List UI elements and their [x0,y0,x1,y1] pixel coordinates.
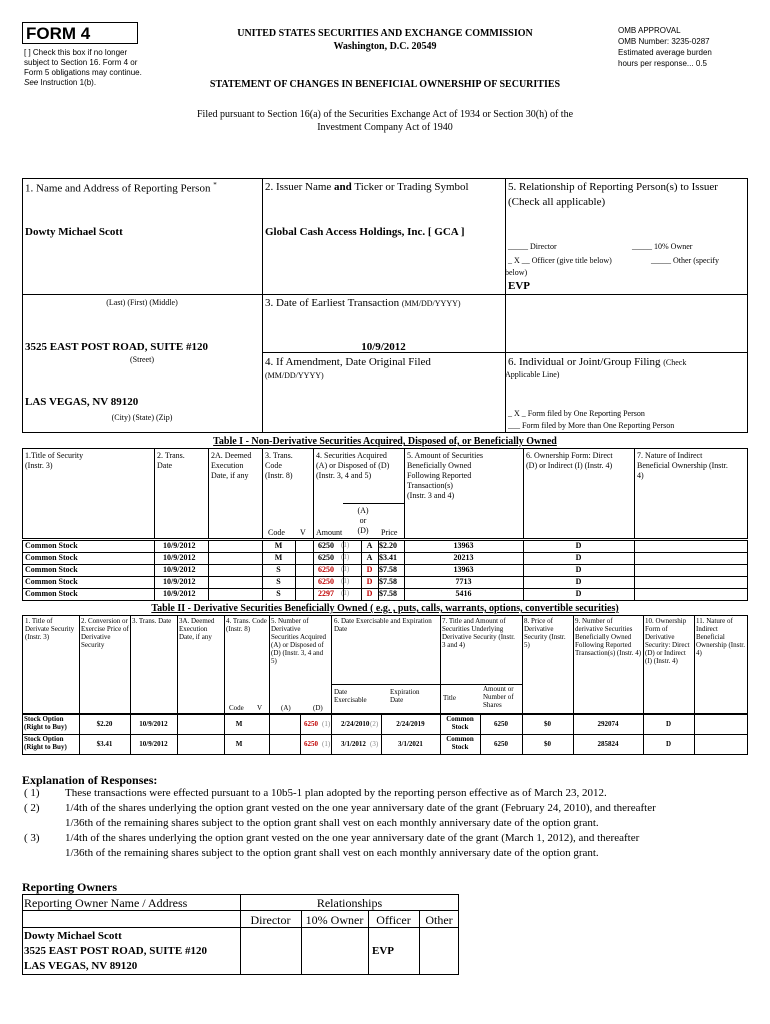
t1-sub-amount: Amount [316,528,343,537]
table1-title: Table I - Non-Derivative Securities Acquired, Disposed of, or Beneficially Owned [213,436,557,447]
explanation-title: Explanation of Responses: [22,773,158,787]
cell-amount: 2297 [318,589,334,598]
earliest-transaction-label: 3. Date of Earliest Transaction (MM/DD/YYYY) [265,297,461,309]
t2-sub-v: V [257,704,263,712]
t2-h2: 2. Conversion or Exercise Price of Derivative Security [81,617,129,649]
explanation-number: ( 2) [24,802,40,814]
rel-ten-percent: _____ 10% Owner [632,242,693,251]
reporting-person-city: LAS VEGAS, NV 89120 [25,396,139,408]
cell-footnote: (1) [322,740,331,748]
cell-code: S [276,589,281,598]
t2-h3: 3. Trans. Date [132,617,172,625]
cell-price: $7.58 [379,565,397,574]
owner-addr2: LAS VEGAS, NV 89120 [24,960,138,972]
t2-h4: 4. Trans. Code (Instr. 8) [226,617,267,633]
filed-pursuant-line2: Investment Company Act of 1940 [317,122,453,133]
form-title: FORM 4 [26,24,91,43]
cell-title: Common Stock [25,541,78,550]
cell-code: M [274,541,283,550]
cell-underlying-title: Common Stock [446,715,474,731]
t1-h2: 2. Trans. Date [157,451,185,470]
cell-amount: 6250 [318,577,334,586]
relationship-label: 5. Relationship of Reporting Person(s) to Issuer [508,181,718,193]
t2-h6: 6. Date Exercisable and Expiration Date [334,617,432,633]
issuer-value: Global Cash Access Holdings, Inc. [ GCA ] [265,226,465,238]
t2-h9: 9. Number of derivative Securities Beneficially Owned Following Reported Transaction(s) (Instr. 4) [575,617,642,657]
cell-date: 10/9/2012 [163,589,196,598]
t2-h5: 5. Number of Derivative Securities Acquired (A) or Disposed of (D) (Instr. 3, 4 and 5) [271,617,327,665]
cell-expiration: 2/24/2019 [396,720,425,728]
cell-aord: D [366,589,373,598]
t1-sub-price: Price [381,528,398,537]
cell-owned: 7713 [455,577,472,586]
explanation-number: ( 3) [24,832,40,844]
omb-burden: Estimated average burden [618,48,712,57]
cell-price: $2.20 [379,541,397,550]
t2-h7: 7. Title and Amount of Securities Underlying Derivative Security (Instr. 3 and 4) [442,617,515,649]
cell-form: D [575,589,582,598]
table2-title: Table II - Derivative Securities Beneficially Owned ( e.g. , puts, calls, warrants, options, convertible securities) [151,603,619,614]
cell-date: 10/9/2012 [163,553,196,562]
t1-sub-v: V [300,528,306,537]
owner-addr1: 3525 EAST POST ROAD, SUITE #120 [24,945,207,957]
agency-location: Washington, D.C. 20549 [333,41,437,52]
cell-footnote: (2) [370,720,379,728]
cell-exercisable: 2/24/2010 [341,720,370,728]
cell-title: Common Stock [25,553,78,562]
t2-sub-a: (A) [281,704,291,712]
joint-filing-applicable: Applicable Line) [505,370,560,379]
filed-pursuant-line1: Filed pursuant to Section 16(a) of the Securities Exchange Act of 1934 or Section 30(h) of the [196,109,574,120]
city-caption: (City) (State) (Zip) [111,413,173,422]
cell-code: S [276,577,281,586]
owner-name: Dowty Michael Scott [24,930,122,942]
t2-h11: 11. Nature of Indirect Beneficial Ownership (Instr. 4) [696,617,745,657]
cell-underlying-amount: 6250 [494,720,508,728]
cell-title: Stock Option (Right to Buy) [24,715,67,731]
cell-footnote: (1) [341,589,350,597]
rel-title: EVP [508,280,530,292]
t1-h1: 1.Title of Security (Instr. 3) [25,451,84,470]
rel-below: below) [505,268,528,277]
cell-underlying-amount: 6250 [494,740,508,748]
joint-filing-label: 6. Individual or Joint/Group Filing (Check [508,356,687,368]
cell-footnote: (1) [341,541,350,549]
owners-col-other: Other [425,913,453,927]
t1-h3: 3. Trans. Code (Instr. 8) [265,451,293,480]
explanation-text: 1/4th of the shares underlying the option grant vested on the one year anniversary date of the grant (February 24, 2010), and thereafter [65,802,656,814]
cell-date: 10/9/2012 [139,740,168,748]
cell-form: D [575,541,582,550]
cell-code: M [235,720,243,728]
reporting-person-name: Dowty Michael Scott [25,226,123,238]
cell-expiration: 3/1/2021 [398,740,423,748]
owners-col-ten: 10% Owner [305,913,364,927]
cell-title: Stock Option (Right to Buy) [24,735,67,751]
rel-officer: _ X __ Officer (give title below) [508,256,612,265]
cell-footnote: (1) [341,577,350,585]
cell-amount: 6250 [318,553,334,562]
t2-h8: 8. Price of Derivative Security (Instr. 5) [524,617,566,649]
t1-h2a: 2A. Deemed Execution Date, if any [211,451,252,480]
cell-date: 10/9/2012 [163,541,196,550]
cell-form: D [665,720,672,728]
cell-price: $2.20 [96,720,113,728]
street-caption: (Street) [130,355,154,364]
omb-number: OMB Number: 3235-0287 [618,37,710,46]
explanation-text: 1/4th of the shares underlying the option grant vested on the one year anniversary date of the grant (March 1, 2012), and thereafter [65,832,640,844]
rel-other: _____ Other (specify [651,256,719,265]
cell-price: $3.41 [96,740,113,748]
cell-date: 10/9/2012 [163,565,196,574]
t1-sub-code: Code [268,528,285,537]
cell-disposed: 6250 [304,720,318,728]
earliest-transaction-value: 10/9/2012 [361,341,406,353]
t1-h4: 4. Securities Acquired (A) or Disposed of (D) (Instr. 3, 4 and 5) [316,451,390,480]
cell-owned: 13963 [453,565,474,574]
cell-date: 10/9/2012 [163,577,196,586]
cell-title: Common Stock [25,589,78,598]
cell-title: Common Stock [25,577,78,586]
cell-aord: D [366,577,373,586]
t2-h3a: 3A. Deemed Execution Date, if any [179,617,215,641]
issuer-label: 2. Issuer Name and Ticker or Trading Symbol [265,181,469,193]
cell-owned: 5416 [455,589,472,598]
name-caption: (Last) (First) (Middle) [106,298,178,307]
cell-aord: D [366,565,373,574]
cell-owned: 20213 [453,553,474,562]
t2-sub-exp: Expiration Date [390,688,420,704]
statement-title: STATEMENT OF CHANGES IN BENEFICIAL OWNERSHIP OF SECURITIES [209,79,561,90]
form-more-person: ___ Form filed by More than One Reporting Person [508,421,675,430]
omb-approval: OMB APPROVAL [618,26,681,35]
cell-amount: 6250 [318,565,334,574]
cell-form: D [575,565,582,574]
owners-col-officer: Officer [376,913,411,927]
t1-h6: 6. Ownership Form: Direct (D) or Indirect (I) (Instr. 4) [526,451,613,470]
explanation-text: These transactions were effected pursuant to a 10b5-1 plan adopted by the reporting person effective as of March 23, 2012. [65,787,607,799]
cell-amount: 6250 [318,541,334,550]
explanation-number: ( 1) [24,787,40,799]
cell-title: Common Stock [25,565,78,574]
t1-h7: 7. Nature of Indirect Beneficial Ownership (Instr. 4) [637,451,728,480]
cell-deriv-price: $0 [544,740,551,748]
cell-price: $7.58 [379,577,397,586]
t2-h1: 1. Title of Derivate Security (Instr. 3) [25,617,75,641]
t2-sub-amount: Amount or Number of Shares [483,685,514,709]
owners-col-name: Reporting Owner Name / Address [24,896,188,910]
cell-code: S [276,565,281,574]
t2-sub-code: Code [229,704,244,712]
reporting-person-label: 1. Name and Address of Reporting Person * [25,181,217,195]
cell-date: 10/9/2012 [139,720,168,728]
cell-price: $7.58 [379,589,397,598]
t2-sub-d: (D) [313,704,323,712]
cell-footnote: (3) [370,740,379,748]
cell-owned: 292074 [597,720,619,728]
rel-director: _____ Director [508,242,557,251]
omb-hours: hours per response... 0.5 [618,59,707,68]
t2-sub-title: Title [443,694,456,702]
cell-deriv-price: $0 [544,720,551,728]
cell-form: D [665,740,672,748]
cell-code: M [274,553,283,562]
owners-col-relationships: Relationships [316,896,383,910]
reporting-person-street: 3525 EAST POST ROAD, SUITE #120 [25,341,208,353]
amendment-fmt: (MM/DD/YYYY) [265,371,324,380]
form-one-person: _ X _ Form filed by One Reporting Person [508,409,645,418]
cell-form: D [575,577,582,586]
explanation-text: 1/36th of the remaining shares subject to the option grant shall vest on each monthly anniversary date of the option grant. [65,817,599,829]
owners-col-director: Director [250,913,291,927]
cell-footnote: (1) [341,553,350,561]
explanation-text: 1/36th of the remaining shares subject to the option grant shall vest on each monthly anniversary date of the option grant. [65,847,599,859]
check-box-note: [ ] Check this box if no longer subject to Section 16. Form 4 or Form 5 obligations may continue. See Instruction 1(b). [24,48,142,87]
cell-aord: A [366,553,373,562]
t2-sub-exer: Date Exercisable [334,688,367,704]
cell-form: D [575,553,582,562]
cell-footnote: (1) [322,720,331,728]
cell-disposed: 6250 [304,740,318,748]
agency-name: UNITED STATES SECURITIES AND EXCHANGE COMMISSION [237,28,533,39]
cell-exercisable: 3/1/2012 [341,740,366,748]
relationship-sublabel: (Check all applicable) [508,196,606,208]
owners-title: Reporting Owners [22,880,117,894]
cell-aord: A [366,541,373,550]
cell-underlying-title: Common Stock [446,735,474,751]
owner-officer-value: EVP [372,945,394,957]
t1-h5: 5. Amount of Securities Beneficially Owned Following Reported Transaction(s) (Instr. 3 and 4) [407,451,483,500]
cell-owned: 13963 [453,541,474,550]
amendment-label: 4. If Amendment, Date Original Filed [265,356,431,368]
cell-code: M [235,740,243,748]
t2-h10: 10. Ownership Form of Derivative Security: Direct (D) or Indirect (I) (Instr. 4) [645,617,690,665]
cell-owned: 285824 [597,740,619,748]
cell-footnote: (1) [341,565,350,573]
t1-sub-aord: (A) or (D) [357,506,369,535]
cell-price: $3.41 [379,553,397,562]
